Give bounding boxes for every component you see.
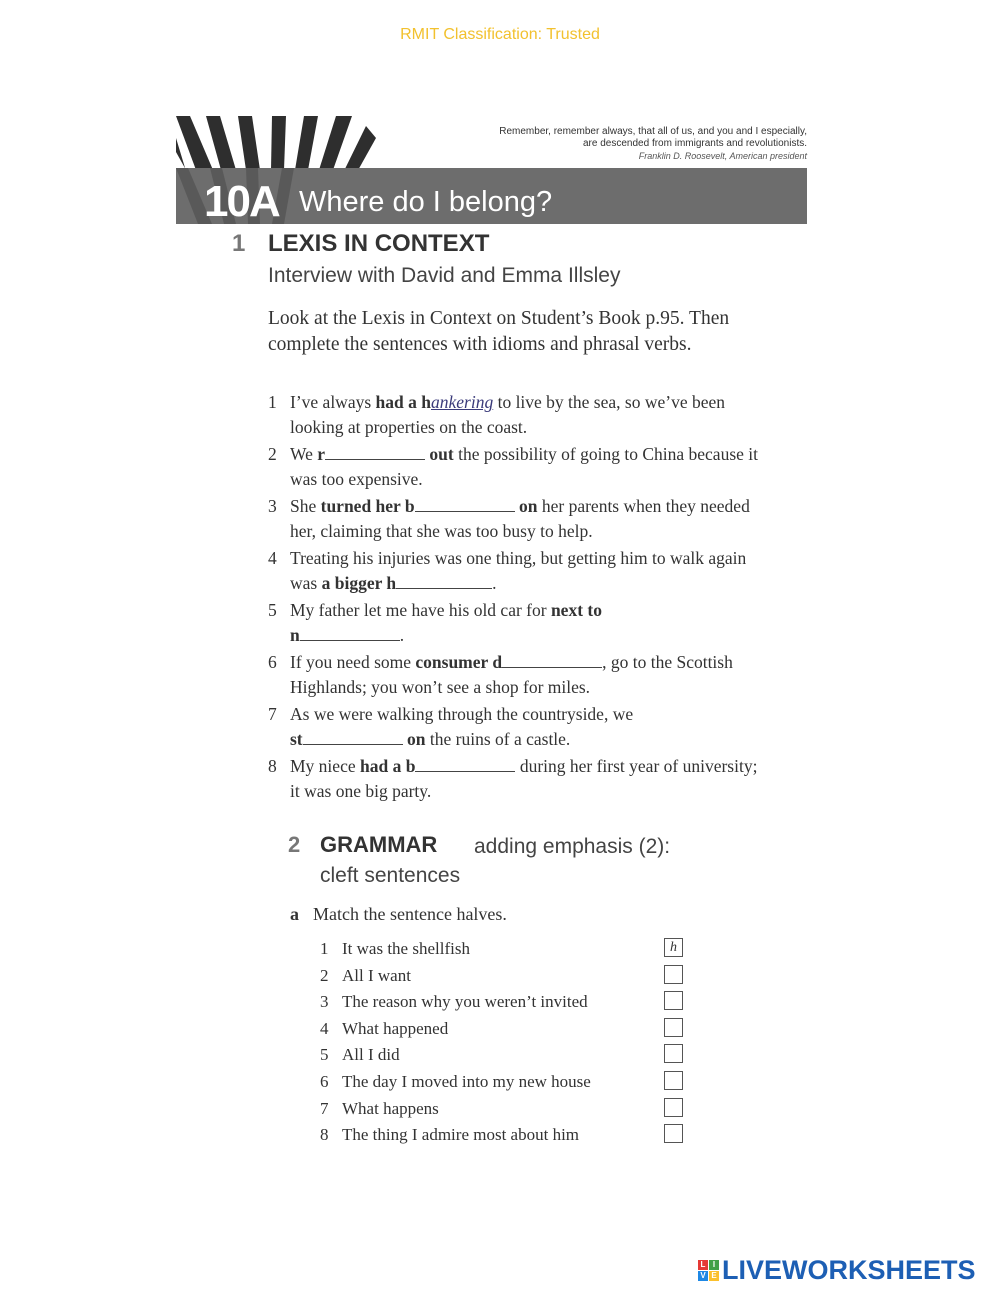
match-row [320,963,690,990]
section-2-number: 2 [288,832,301,857]
row-number: 4 [320,1018,329,1038]
section-2-subtitle: adding emphasis (2): [474,835,671,858]
logo-letter: E [709,1271,719,1281]
item-prompt: had a b [359,756,416,776]
classification-label: RMIT Classification: Trusted [400,26,600,43]
answer-box[interactable] [664,1098,683,1117]
row-text: The thing I admire most about him [342,1125,580,1145]
exercise-item [268,546,758,596]
exercise-item [268,598,758,648]
item-text: the possibility of going to China because it was too expensive. [290,444,759,489]
row-text: The reason why you weren’t invited [342,992,588,1012]
answer-field[interactable] [300,624,400,641]
logo-letter: L [698,1260,708,1270]
row-number: 3 [320,992,329,1012]
row-number: 6 [320,1071,329,1091]
item-prompt: r [317,444,326,464]
item-number: 3 [268,496,277,516]
answer-field[interactable] [415,495,515,512]
answer-box[interactable] [664,1124,683,1143]
answer-box[interactable] [664,1018,683,1037]
answer-field[interactable]: ankering [430,392,494,412]
row-number: 5 [320,1045,329,1065]
item-number: 1 [268,392,277,412]
answer-field[interactable] [502,651,602,668]
item-text: . [492,573,497,593]
exercise-item [268,390,758,440]
logo-letter: V [698,1271,708,1281]
match-row [320,1069,690,1096]
answer-field[interactable] [396,572,492,589]
row-text: All I did [342,1045,400,1065]
exercise-item [268,494,758,544]
item-prompt: out [425,444,454,464]
row-number: 8 [320,1125,329,1145]
liveworksheets-logo[interactable] [698,1254,976,1286]
row-number: 7 [320,1098,329,1118]
item-text: , go to the Scottish Highlands; you won’t see a shop for miles. [290,652,733,697]
item-text: I’ve always [290,392,376,412]
item-text: her parents when they needed her, claiming that she was too busy to help. [290,496,750,541]
item-text: to live by the sea, so we’ve been looking at properties on the coast. [290,392,726,437]
item-prompt: consumer d [415,652,503,672]
exercise-item [268,442,758,492]
section-1-subtitle: Interview with David and Emma Illsley [268,264,621,287]
exercise-item [268,754,758,804]
row-text: All I want [342,965,411,985]
unit-number: 10A [204,177,279,226]
item-text: My father let me have his old car for [290,600,551,620]
part-letter: a [290,904,299,924]
answer-box[interactable] [664,1071,683,1090]
answer-box[interactable]: h [664,938,683,957]
unit-banner [176,116,807,224]
answer-field[interactable] [303,728,403,745]
section-1-title: LEXIS IN CONTEXT [268,230,490,257]
match-row [320,1042,690,1069]
row-number: 2 [320,965,329,985]
match-row [320,936,690,963]
row-text: What happened [342,1018,449,1038]
logo-letter: I [709,1260,719,1270]
row-number: 1 [320,939,329,958]
part-a-instruction [290,904,507,925]
item-prompt: on [402,729,426,749]
exercise-item [268,702,758,752]
quote-author: Franklin D. Roosevelt, American president [638,151,807,161]
match-list [320,936,690,1149]
item-prompt: st [290,729,303,749]
item-text: the ruins of a castle. [425,729,571,749]
answer-field[interactable] [325,443,425,460]
item-text: . [399,625,405,645]
row-text: It was the shellfish [342,939,470,958]
item-prompt: had a h [375,392,431,412]
section-1-instructions: Look at the Lexis in Context on Student’s Book p.95. Then complete the sentences with idioms and phrasal verbs. [268,308,730,355]
item-text: As we were walking through the countryside, we [290,704,634,724]
section-1-number: 1 [232,230,246,257]
quote-line-1: Remember, remember always, that all of us, and you and I especially, [499,126,807,137]
part-instruction-text: Match the sentence halves. [313,904,507,924]
row-text: The day I moved into my new house [342,1071,591,1091]
exercise-1-list [268,390,758,806]
item-text: She [290,496,321,516]
item-text: If you need some [290,652,416,672]
item-number: 7 [268,704,277,724]
answer-box[interactable] [664,991,683,1010]
item-prompt: on [514,496,538,516]
match-row [320,1122,690,1149]
section-2-subtitle-line-2: cleft sentences [320,864,461,887]
match-row [320,989,690,1016]
item-number: 8 [268,756,277,776]
quote-line-2: are descended from immigrants and revolutionists. [583,138,807,149]
item-text: My niece [290,756,360,776]
item-number: 6 [268,652,277,672]
item-number: 5 [268,600,277,620]
item-number: 4 [268,548,277,568]
item-prompt: turned her b [320,496,415,516]
item-prompt: a bigger h [321,573,397,593]
match-row [320,1016,690,1043]
row-text: What happens [342,1098,439,1118]
match-row [320,1096,690,1123]
answer-box[interactable] [664,1044,683,1063]
exercise-item [268,650,758,700]
item-prompt: n [290,625,300,645]
item-prompt: next to [550,600,602,620]
item-text: during her first year of university; it was one big party. [290,756,758,801]
section-2-title: GRAMMAR [320,832,438,857]
answer-box[interactable] [664,965,683,984]
item-text: Treating his injuries was one thing, but getting him to walk again was [290,548,747,593]
unit-title: Where do I belong? [299,186,553,218]
item-text: We [290,444,318,464]
answer-field[interactable] [415,755,515,772]
item-number: 2 [268,444,277,464]
brand-name: LIVEWORKSHEETS [722,1254,976,1285]
logo-icon [698,1260,719,1281]
